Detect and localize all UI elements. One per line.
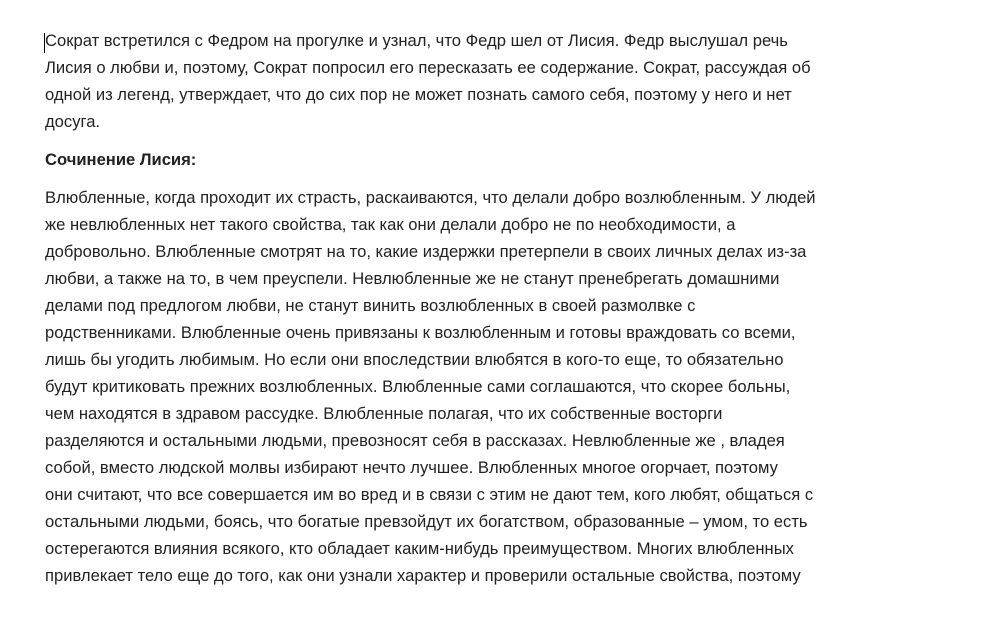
- text-line: досуга.: [45, 112, 101, 131]
- text-line: остальными людьми, боясь, что богатые превзойдут их богатством, образованные – умом, то есть: [45, 512, 808, 531]
- text-line: Сократ встретился с Федром на прогулке и узнал, что Федр шел от Лисия. Федр выслушал речь: [45, 31, 788, 50]
- text-line: разделяются и остальными людьми, превозносят себя в рассказах. Невлюбленные же , владея: [45, 431, 785, 450]
- text-line: Влюбленные, когда проходит их страсть, раскаиваются, что делали добро возлюбленным. У людей: [45, 188, 816, 207]
- text-line: добровольно. Влюбленные смотрят на то, какие издержки претерпели в своих личных делах из-за: [45, 242, 807, 261]
- text-line: привлекает тело еще до того, как они узнали характер и проверили остальные свойства, поэтому: [45, 566, 801, 585]
- section-heading: Сочинение Лисия:: [45, 150, 197, 169]
- text-line: чем находятся в здравом рассудке. Влюбленные полагая, что их собственные восторги: [45, 404, 723, 423]
- text-line: одной из легенд, утверждает, что до сих пор не может познать самого себя, поэтому у него и нет: [45, 85, 792, 104]
- essay-paragraph: [45, 184, 945, 589]
- text-line: лишь бы угодить любимым. Но если они впоследствии влюбятся в кого-то еще, то обязательно: [45, 350, 784, 369]
- text-line: остерегаются влияния всякого, кто обладает каким-нибудь преимуществом. Многих влюбленных: [45, 539, 794, 558]
- text-line: Лисия о любви и, поэтому, Сократ попросил его пересказать ее содержание. Сократ, рассуждая об: [45, 58, 811, 77]
- text-line: родственниками. Влюбленные очень привязаны к возлюбленным и готовы враждовать со всеми,: [45, 323, 796, 342]
- document-body[interactable]: [45, 27, 945, 593]
- text-line: же невлюбленных нет такого свойства, так как они делали добро не по необходимости, а: [45, 215, 736, 234]
- intro-paragraph: [45, 27, 945, 135]
- text-line: делами под предлогом любви, не станут винить возлюбленных в своей размолвке с: [45, 296, 696, 315]
- text-line: будут критиковать прежних возлюбленных. Влюбленные сами соглашаются, что скорее больны,: [45, 377, 791, 396]
- text-line: любви, а также на то, в чем преуспели. Невлюбленные же не станут пренебрегать домашними: [45, 269, 780, 288]
- text-line: они считают, что все совершается им во вред и в связи с этим не дают тем, кого любят, общаться с: [45, 485, 814, 504]
- text-line: собой, вместо людской молвы избирают нечто лучшее. Влюбленных многое огорчает, поэтому: [45, 458, 778, 477]
